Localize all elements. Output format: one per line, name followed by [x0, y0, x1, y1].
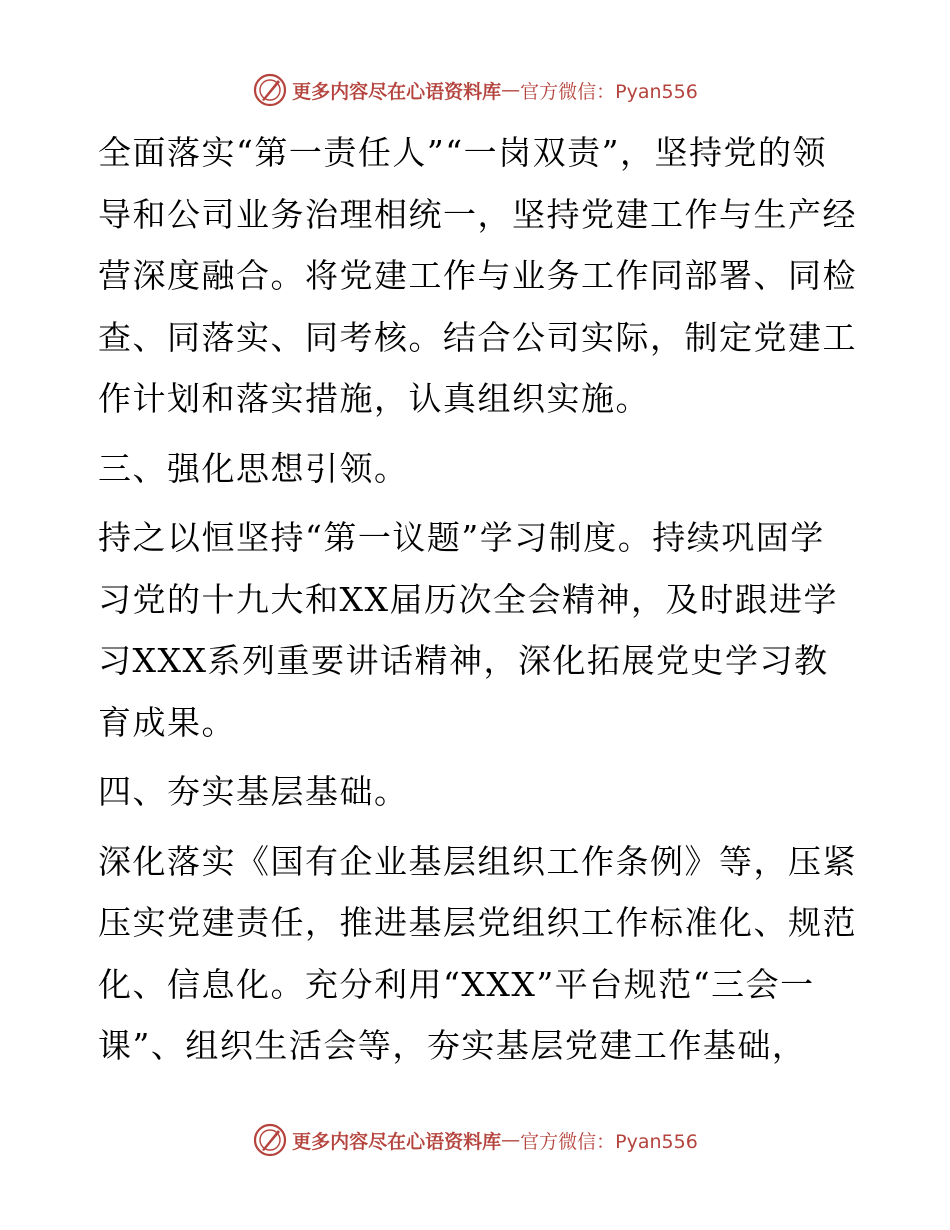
quill-logo-icon — [252, 1122, 288, 1158]
banner-dash: — — [501, 1129, 521, 1151]
banner-dash: — — [501, 79, 521, 101]
banner-title: 更多内容尽在心语资料库 — [292, 1130, 502, 1153]
heading-grassroots: 四、夯实基层基础。 — [98, 772, 409, 811]
paragraph-responsibility: 全面落实“第一责任人”“一岗双责”，坚持党的领导和公司业务治理相统一，坚持党建工作与生产经营深度融合。将党建工作与业务工作同部署、同检查、同落实、同考核。结合公司实际，制定党建工作计划和落实措施，认真组织实施。 — [98, 133, 857, 418]
banner-wechat: 官方微信：Pyan556 — [520, 1130, 698, 1153]
header-banner — [0, 70, 950, 110]
banner-title: 更多内容尽在心语资料库 — [292, 80, 502, 103]
footer-banner — [0, 1120, 950, 1160]
banner-wechat: 官方微信：Pyan556 — [520, 80, 698, 103]
document-body — [98, 122, 858, 1077]
paragraph-study: 持之以恒坚持“第一议题”学习制度。持续巩固学习党的十九大和XX届历次全会精神，及时跟进学习XXX系列重要讲话精神，深化拓展党史学习教育成果。 — [98, 518, 838, 742]
heading-ideology: 三、强化思想引领。 — [98, 448, 409, 488]
paragraph-grassroots: 深化落实《国有企业基层组织工作条例》等，压紧压实党建责任，推进基层党组织工作标准化、规范化、信息化。充分利用“XXX”平台规范“三会一课”、组织生活会等，夯实基层党建工作基础， — [98, 841, 857, 1065]
quill-logo-icon — [252, 72, 288, 108]
